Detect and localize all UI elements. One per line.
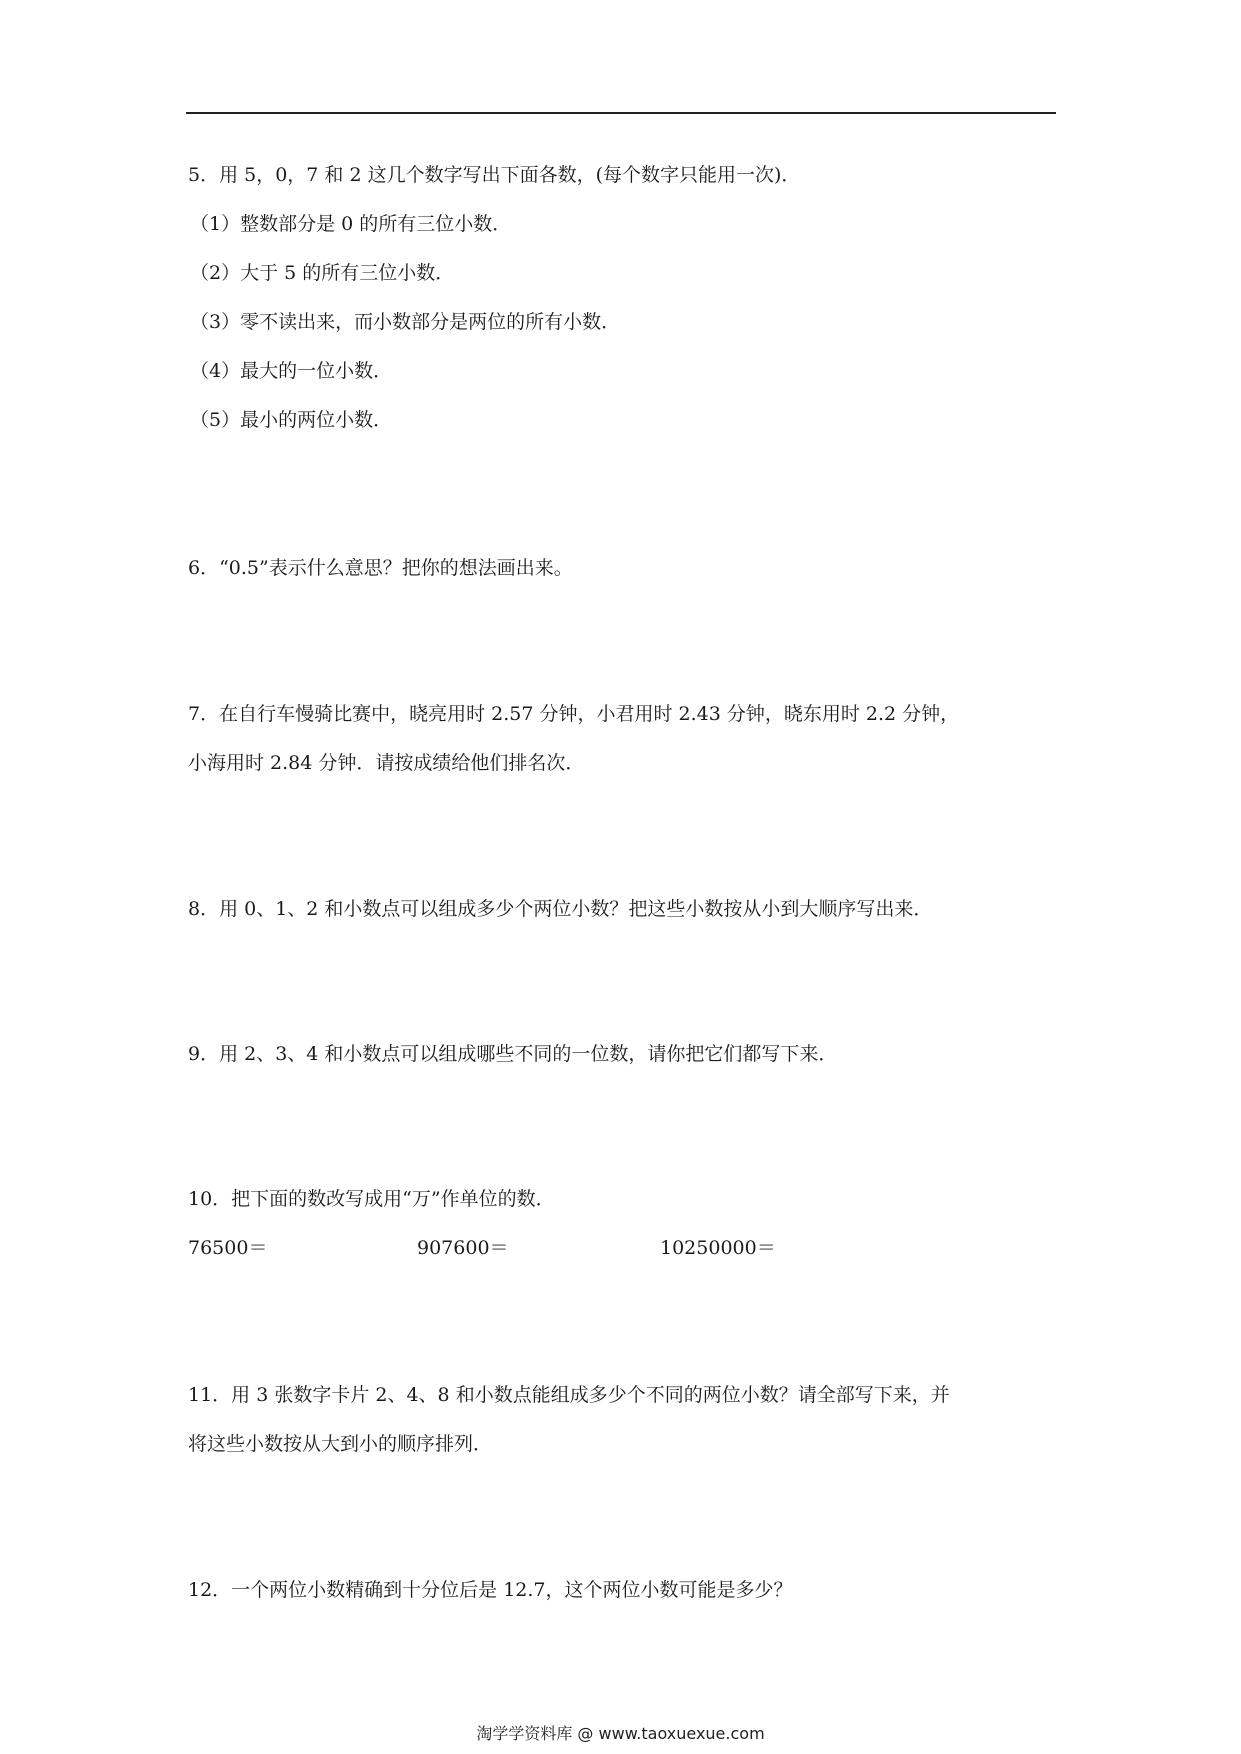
- footer-watermark: 淘学学资料库 @ www.taoxuexue.com: [476, 1724, 765, 1743]
- conversion-item-2: 907600＝: [417, 1237, 509, 1259]
- question-7-line-2: 小海用时 2.84 分钟．请按成绩给他们排名次．: [188, 752, 585, 774]
- question-12-stem: 12．一个两位小数精确到十分位后是 12.7，这个两位小数可能是多少？: [188, 1579, 793, 1601]
- question-8-stem: 8．用 0、1、2 和小数点可以组成多少个两位小数？把这些小数按从小到大顺序写出来．: [188, 898, 933, 920]
- question-5-part-4: （4）最大的一位小数．: [190, 360, 393, 382]
- question-9-stem: 9．用 2、3、4 和小数点可以组成哪些不同的一位数，请你把它们都写下来．: [188, 1043, 838, 1065]
- question-10-stem: 10．把下面的数改写成用“万”作单位的数．: [188, 1188, 555, 1210]
- question-5-part-3: （3）零不读出来，而小数部分是两位的所有小数．: [190, 311, 621, 333]
- question-6-stem: 6．“0.5”表示什么意思？把你的想法画出来。: [188, 557, 573, 579]
- question-5-part-1: （1）整数部分是 0 的所有三位小数．: [190, 213, 512, 235]
- header-rule: [186, 112, 1056, 114]
- question-11-line-1: 11．用 3 张数字卡片 2、4、8 和小数点能组成多少个不同的两位小数？请全部写下来，并: [188, 1384, 950, 1406]
- conversion-item-3: 10250000＝: [660, 1237, 776, 1259]
- question-5-part-2: （2）大于 5 的所有三位小数．: [190, 262, 455, 284]
- question-5-part-5: （5）最小的两位小数．: [190, 409, 393, 431]
- question-11-line-2: 将这些小数按从大到小的顺序排列．: [188, 1433, 493, 1455]
- conversion-item-1: 76500＝: [188, 1237, 268, 1259]
- question-5-stem: 5．用 5，0，7 和 2 这几个数字写出下面各数，(每个数字只能用一次)．: [188, 164, 801, 186]
- question-7-line-1: 7．在自行车慢骑比赛中，晓亮用时 2.57 分钟，小君用时 2.43 分钟，晓东用时 2.2 分钟，: [188, 703, 960, 725]
